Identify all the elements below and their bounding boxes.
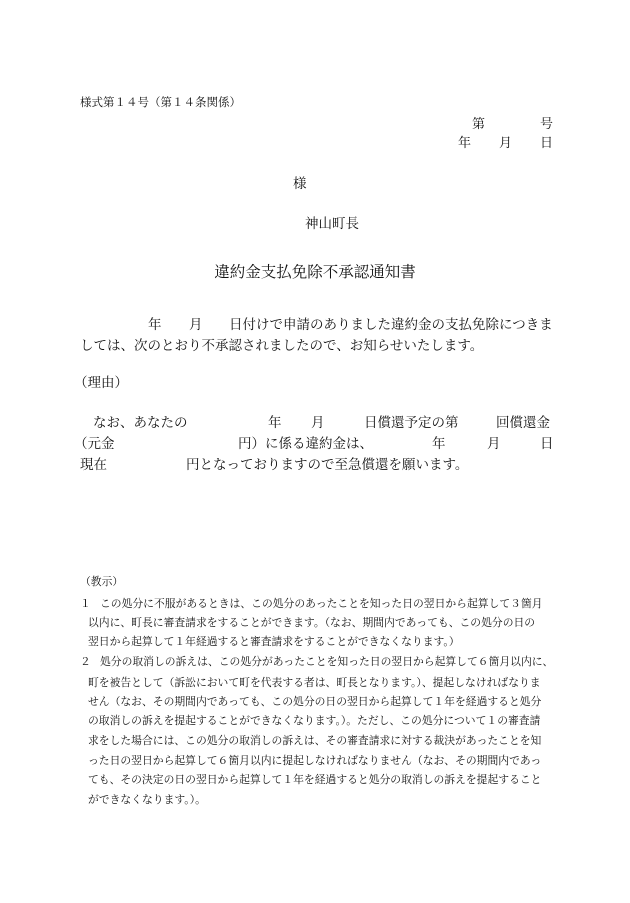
due-month: 月 — [311, 415, 325, 431]
notice-item-line: 求をした場合には、この処分の取消しの訴えは、その審査請求に対する裁決があったことを知 — [88, 734, 542, 747]
document-title: 違約金支払免除不承認通知書 — [214, 263, 416, 281]
notice-item-number: ２ — [80, 655, 91, 668]
document-number-suffix: 号 — [540, 117, 554, 132]
paragraph1-line2: しては、次のとおり不承認されましたので、お知らせいたします。 — [80, 338, 484, 354]
notice-item-number: １ — [80, 597, 91, 610]
date-year: 年 — [458, 136, 472, 151]
form-number: 様式第１４号（第１４条関係） — [80, 95, 241, 109]
notice-label: （教示） — [80, 575, 124, 588]
current-label: 現在 — [80, 457, 107, 473]
sender-name: 神山町長 — [305, 216, 359, 232]
document-number-prefix: 第 — [472, 117, 486, 132]
application-year: 年 — [148, 317, 162, 333]
principal-open: （元金 — [74, 436, 115, 452]
notice-item-line: ができなくなります。）。 — [88, 793, 206, 806]
notice-item-line: 町を被告として（訴訟において町を代表する者は、町長となります。）、提起しなければなりま — [88, 676, 541, 689]
asof-day: 日 — [540, 436, 554, 452]
due-year: 年 — [268, 415, 282, 431]
notice-item-line: 翌日から起算して１年経過すると審査請求をすることができなくなります。） — [88, 635, 460, 648]
principal-close: 円）に係る違約金は、 — [238, 436, 373, 452]
notice-item-line: 以内に、町長に審査請求をすることができます。（なお、期間内であっても、この処分の日の — [88, 616, 536, 629]
paragraph2-intro: なお、あなたの — [93, 415, 188, 431]
due-label: 日償還予定の第 — [364, 415, 459, 431]
installment-label: 回償還金 — [496, 415, 550, 431]
notice-item-line: せん（なお、その期間内であっても、この処分の日の翌日から起算して１年を経過すると処分 — [88, 695, 542, 708]
date-day: 日 — [540, 136, 554, 151]
application-month: 月 — [189, 317, 203, 333]
notice-item-line: ても、その決定の日の翌日から起算して１年を経過すると処分の取消しの訴えを提起すること — [88, 773, 542, 786]
notice-item-line: この処分に不服があるときは、この処分のあったことを知った日の翌日から起算して３箇月 — [100, 597, 543, 610]
paragraph1-line1: 日付けで申請のありました違約金の支払免除につきま — [229, 317, 553, 333]
notice-item-line: の取消しの訴えを提起することができなくなります。）。ただし、この処分について１の審査請 — [88, 714, 541, 727]
notice-item-line: った日の翌日から起算して６箇月以内に提起しなければなりません（なお、その期間内であっ — [88, 754, 542, 767]
paragraph2-closing: 円となっておりますので至急償還を願います。 — [186, 457, 469, 473]
addressee-suffix: 様 — [293, 176, 307, 192]
asof-year: 年 — [432, 436, 446, 452]
notice-item-line: 処分の取消しの訴えは、この処分があったことを知った日の翌日から起算して６箇月以内に、 — [100, 655, 554, 668]
reason-label: （理由） — [74, 375, 128, 391]
date-month: 月 — [499, 136, 513, 151]
asof-month: 月 — [487, 436, 501, 452]
